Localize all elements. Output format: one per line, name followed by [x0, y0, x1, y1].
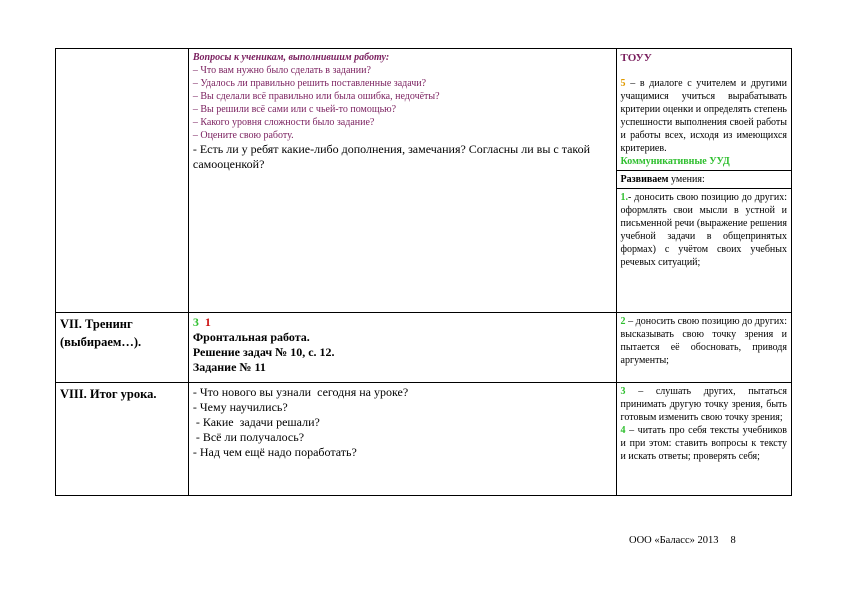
summary-question: - Над чем ещё надо поработать? — [192, 445, 357, 459]
skill-4-paragraph — [621, 424, 787, 463]
question-item: – Вы решили всё сами или с чьей-то помощью? — [192, 104, 397, 115]
communicative-heading: Коммуникативные УУД — [620, 156, 730, 167]
number-3: 3 — [620, 386, 626, 397]
touu-heading: ТОУУ — [620, 52, 652, 64]
stage-cell-empty — [56, 49, 189, 313]
footer-company: ООО «Баласс» 2013 — [629, 535, 719, 546]
page-footer — [629, 535, 736, 546]
number-4: 4 — [620, 425, 626, 436]
table-row-reflection — [56, 49, 792, 313]
number-1: 1. — [620, 192, 629, 203]
divider — [617, 170, 791, 171]
table-row-summary — [56, 383, 792, 496]
number-2: 2 — [620, 316, 626, 327]
skill-2-text: – доносить свою позицию до других: высказывать свою точку зрения и пытается её обосновать, приводя аргументы; — [620, 316, 787, 366]
skill-3-paragraph — [621, 385, 787, 424]
question-item: – Какого уровня сложности было задание? — [192, 117, 375, 128]
table-row-training — [56, 313, 792, 383]
question-item: – Удалось ли правильно решить поставленные задачи? — [192, 78, 427, 89]
skill-1-paragraph — [621, 191, 787, 269]
activity-line: Задание № 11 — [192, 360, 266, 374]
number-5: 5 — [620, 78, 626, 89]
develop-line — [621, 173, 787, 186]
stage-cell — [56, 383, 189, 496]
skill-1-text: - доносить свою позицию до других: оформлять свои мысли в устной и письменной речи (выражение решения учебной задачи в общепринятых формах) с учётом своих учебных речевых ситуаций; — [620, 192, 787, 268]
skill-2-paragraph — [621, 315, 787, 367]
develop-bold: Развиваем — [620, 174, 669, 185]
question-item: – Что вам нужно было сделать в задании? — [192, 65, 371, 76]
questions-title: Вопросы к ученикам, выполнившим работу: — [192, 52, 390, 63]
uud-cell — [616, 313, 791, 383]
extra-question: - Есть ли у ребят какие-либо дополнения, замечания? Согласны ли вы с такой самооценкой? — [192, 142, 591, 171]
skill-3-text: – слушать других, пытаться принимать другую точку зрения, быть готовым изменить свою точку зрения; — [620, 386, 787, 423]
number-1: 1 — [204, 315, 211, 329]
number-3: 3 — [192, 315, 199, 329]
stage-title: VII. Тренинг (выбираем…). — [60, 317, 142, 349]
uud-cell — [616, 383, 791, 496]
question-item: – Вы сделали всё правильно или была ошибка, недочёты? — [192, 91, 440, 102]
activity-cell — [188, 49, 616, 313]
activity-line: Фронтальная работа. — [192, 330, 310, 344]
develop-rest: умения: — [668, 174, 705, 185]
question-item: – Оцените свою работу. — [192, 130, 294, 141]
summary-question: - Всё ли получалось? — [192, 430, 305, 444]
stage-cell — [56, 313, 189, 383]
activity-line: Решение задач № 10, с. 12. — [192, 345, 335, 359]
uud-cell — [616, 49, 791, 313]
page-number: 8 — [730, 535, 736, 546]
summary-question: - Какие задачи решали? — [192, 415, 320, 429]
touu-paragraph — [621, 77, 787, 155]
activity-cell — [188, 383, 616, 496]
level-numbers — [193, 315, 612, 330]
touu-text: – в диалоге с учителем и другими учащимися учиться вырабатывать критерии оценки и определять степень успешности выполнения своей работы и работы всех, исходя из имеющихся критериев. — [620, 78, 787, 154]
activity-cell — [188, 313, 616, 383]
skill-4-text: – читать про себя тексты учебников и при этом: ставить вопросы к тексту и искать ответы; проверять себя; — [620, 425, 787, 462]
lesson-table — [55, 48, 792, 496]
summary-question: - Что нового вы узнали сегодня на уроке? — [192, 385, 409, 399]
summary-question: - Чему научились? — [192, 400, 288, 414]
stage-title: VIII. Итог урока. — [60, 387, 157, 401]
divider — [617, 188, 791, 189]
